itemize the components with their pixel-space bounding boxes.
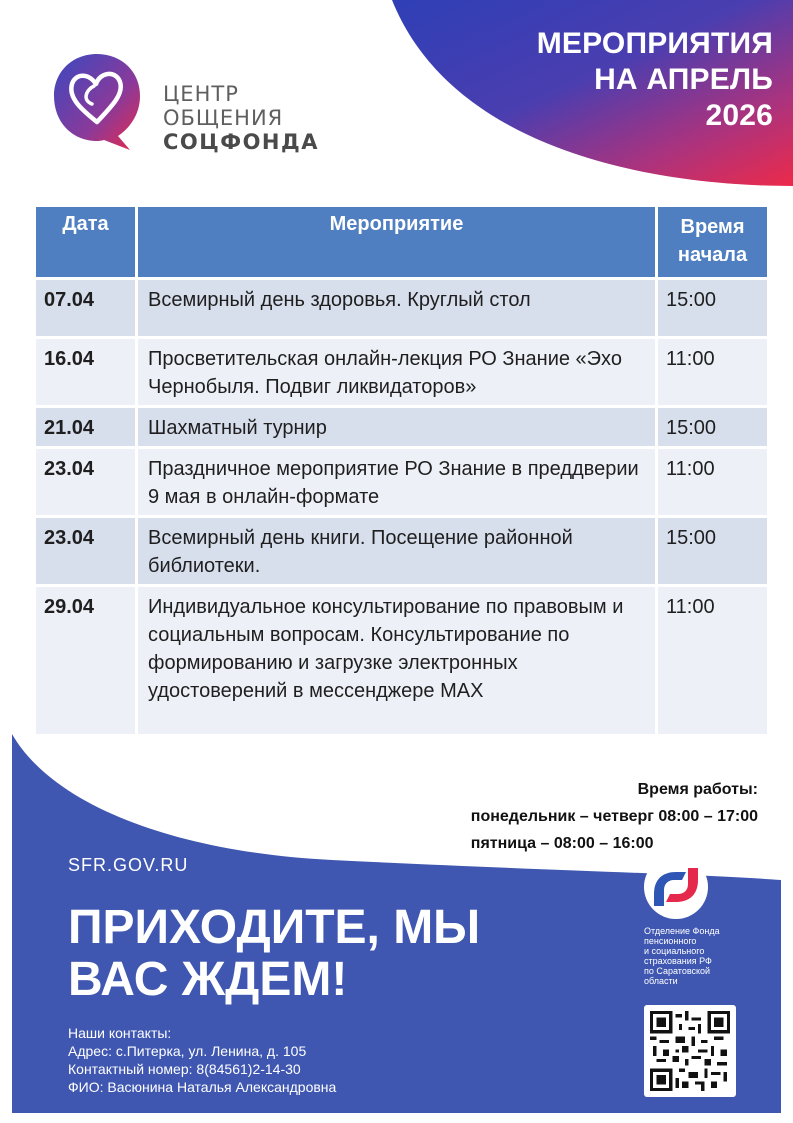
row-date: 29.04: [36, 587, 138, 739]
slogan: [68, 902, 480, 1006]
row-time: 11:00: [658, 339, 767, 408]
title-line-1: МЕРОПРИЯТИЯ: [536, 27, 773, 60]
row-event: Праздничное мероприятие РО Знание в преддверии 9 мая в онлайн-формате: [138, 449, 658, 518]
table-row: [36, 449, 767, 518]
work-hours: [471, 776, 758, 857]
contacts-person: ФИО: Васюнина Наталья Александровна: [68, 1079, 337, 1095]
header-time-line-1: Время: [680, 216, 745, 238]
row-time: 15:00: [658, 518, 767, 587]
row-time: 15:00: [658, 408, 767, 449]
slogan-line-1: ПРИХОДИТЕ, МЫ: [68, 901, 481, 954]
table-row: [36, 408, 767, 449]
logo-line-3: СОЦФОНДА: [163, 130, 319, 154]
contacts-title: Наши контакты:: [68, 1025, 172, 1041]
table-row: [36, 280, 767, 339]
row-date: 23.04: [36, 518, 138, 587]
row-event: Индивидуальное консультирование по правовым и социальным вопросам. Консультирование по формированию и загрузке электронных удостоверений в мессенджере MAX: [138, 587, 658, 739]
site-link[interactable]: SFR.GOV.RU: [68, 855, 189, 875]
row-time: 11:00: [658, 449, 767, 518]
sfr-caption-line: Отделение Фонда: [644, 926, 720, 936]
sfr-logo-icon: [640, 854, 720, 920]
sfr-caption-line: по Саратовской: [644, 966, 711, 976]
row-event: Шахматный турнир: [138, 408, 658, 449]
sfr-caption: [644, 926, 754, 986]
header-date: Дата: [36, 207, 138, 280]
logo-line-1: ЦЕНТР: [163, 82, 239, 106]
table-row: [36, 339, 767, 408]
contacts-address: Адрес: с.Питерка, ул. Ленина, д. 105: [68, 1043, 307, 1059]
header-event: Мероприятие: [138, 207, 658, 280]
contacts-phone: Контактный номер: 8(84561)2-14-30: [68, 1061, 301, 1077]
header-time: [658, 207, 767, 280]
sfr-caption-line: области: [644, 976, 678, 986]
title-line-2: НА АПРЕЛЬ: [594, 63, 773, 96]
row-event: Всемирный день книги. Посещение районной библиотеки.: [138, 518, 658, 587]
row-event: Всемирный день здоровья. Круглый стол: [138, 280, 658, 339]
page-title: [443, 26, 773, 134]
row-date: 16.04: [36, 339, 138, 408]
work-hours-title: Время работы:: [637, 781, 758, 798]
heart-speech-bubble-icon: [52, 50, 142, 152]
contacts: [68, 1024, 336, 1096]
sfr-caption-line: и социального: [644, 946, 705, 956]
table-header-row: [36, 207, 767, 280]
sfr-caption-line: страхования РФ: [644, 956, 712, 966]
table-row: [36, 518, 767, 587]
logo-text: [163, 82, 319, 154]
header-time-line-2: начала: [677, 244, 748, 266]
sfr-caption-line: пенсионного: [644, 936, 697, 946]
row-time: 11:00: [658, 587, 767, 739]
work-hours-weekdays: понедельник – четверг 08:00 – 17:00: [470, 808, 758, 825]
title-line-3: 2026: [705, 99, 773, 132]
row-time: 15:00: [658, 280, 767, 339]
row-date: 21.04: [36, 408, 138, 449]
slogan-line-2: ВАС ЖДЕМ!: [68, 953, 348, 1006]
work-hours-friday: пятница – 08:00 – 16:00: [470, 835, 654, 852]
logo-line-2: ОБЩЕНИЯ: [163, 106, 284, 130]
events-table: [36, 207, 767, 739]
qr-code-icon[interactable]: [644, 1005, 736, 1097]
table-row: [36, 587, 767, 739]
row-event: Просветительская онлайн-лекция РО Знание «Эхо Чернобыля. Подвиг ликвидаторов»: [138, 339, 658, 408]
row-date: 07.04: [36, 280, 138, 339]
row-date: 23.04: [36, 449, 138, 518]
